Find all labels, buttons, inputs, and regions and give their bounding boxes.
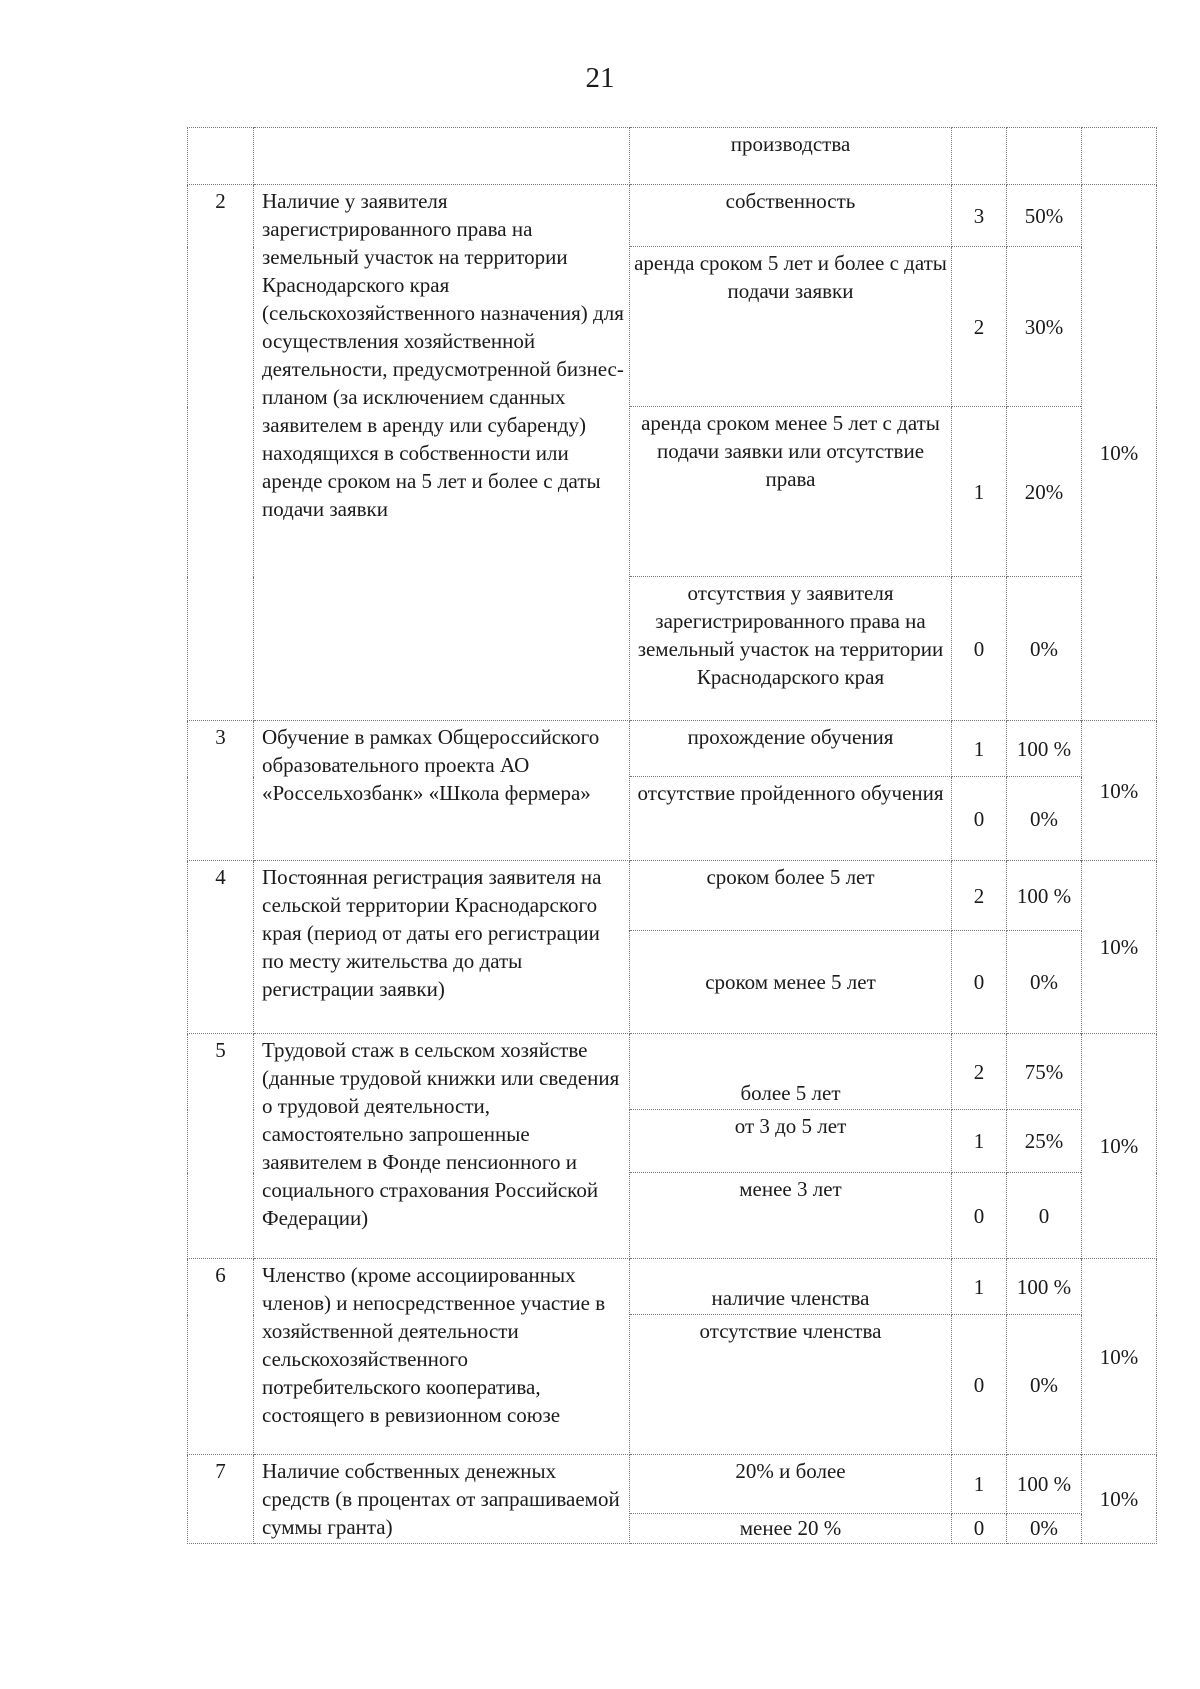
option-value: отсутствие пройденного обучения: [630, 777, 952, 861]
option-value: прохождение обучения: [630, 721, 952, 777]
table-row: [188, 1034, 1157, 1110]
row-number: 7: [188, 1455, 254, 1544]
criterion-text: Наличие собственных денежных средств (в процентах от запрашиваемой суммы гранта): [254, 1455, 630, 1544]
criterion-text: Трудовой стаж в сельском хозяйстве (данные трудовой книжки или сведения о трудовой деятельности, самостоятельно запрошенные заявителем в Фонде пенсионного и социального страхования Российской Федерации): [254, 1034, 630, 1259]
points-cell: [952, 128, 1007, 185]
option-points: 0: [952, 1513, 1007, 1543]
option-percent: 25%: [1007, 1110, 1082, 1173]
criterion-weight: 10%: [1082, 185, 1157, 721]
option-percent: 75%: [1007, 1034, 1082, 1110]
option-value: менее 3 лет: [630, 1173, 952, 1259]
weight-cell: [1082, 128, 1157, 185]
option-points: 2: [952, 247, 1007, 407]
option-value: наличие членства: [630, 1259, 952, 1315]
option-percent: 0%: [1007, 1513, 1082, 1543]
criterion-weight: 10%: [1082, 721, 1157, 861]
option-value: отсутствия у заявителя зарегистрированного права на земельный участок на территории Краснодарского края: [630, 577, 952, 721]
option-percent: 0%: [1007, 777, 1082, 861]
option-value: аренда сроком менее 5 лет с даты подачи заявки или отсутствие права: [630, 407, 952, 577]
option-value: более 5 лет: [630, 1034, 952, 1110]
option-percent: 0%: [1007, 931, 1082, 1034]
option-percent: 0: [1007, 1173, 1082, 1259]
option-value: собственность: [630, 185, 952, 247]
criterion-text: Постоянная регистрация заявителя на сельской территории Краснодарского края (период от даты его регистрации по месту жительства до даты регистрации заявки): [254, 861, 630, 1034]
table-row: [188, 185, 1157, 247]
value-cell: производства: [630, 128, 952, 185]
option-points: 0: [952, 931, 1007, 1034]
option-points: 3: [952, 185, 1007, 247]
option-percent: 50%: [1007, 185, 1082, 247]
option-points: 0: [952, 777, 1007, 861]
option-value: сроком менее 5 лет: [630, 931, 952, 1034]
table-row: [188, 1259, 1157, 1315]
option-percent: 100 %: [1007, 721, 1082, 777]
criterion-text: Членство (кроме ассоциированных членов) и непосредственное участие в хозяйственной деятельности сельскохозяйственного потребительского кооператива, состоящего в ревизионном союзе: [254, 1259, 630, 1455]
criterion-text: Обучение в рамках Общероссийского образовательного проекта АО «Россельхозбанк» «Школа фермера»: [254, 721, 630, 861]
table-row: [188, 861, 1157, 931]
row-number: 6: [188, 1259, 254, 1455]
option-percent: 0%: [1007, 1315, 1082, 1455]
option-points: 1: [952, 1110, 1007, 1173]
option-value: аренда сроком 5 лет и более с даты подачи заявки: [630, 247, 952, 407]
option-percent: 100 %: [1007, 861, 1082, 931]
option-points: 0: [952, 1315, 1007, 1455]
row-number: 3: [188, 721, 254, 861]
row-number: 5: [188, 1034, 254, 1259]
criterion-weight: 10%: [1082, 1455, 1157, 1544]
option-points: 1: [952, 1259, 1007, 1315]
option-percent: 100 %: [1007, 1259, 1082, 1315]
option-value: 20% и более: [630, 1455, 952, 1514]
option-percent: 100 %: [1007, 1455, 1082, 1514]
criterion-weight: 10%: [1082, 861, 1157, 1034]
option-points: 1: [952, 1455, 1007, 1514]
criterion-weight: 10%: [1082, 1259, 1157, 1455]
option-value: от 3 до 5 лет: [630, 1110, 952, 1173]
option-percent: 20%: [1007, 407, 1082, 577]
option-points: 1: [952, 407, 1007, 577]
criterion-weight: 10%: [1082, 1034, 1157, 1259]
num-cell: [188, 128, 254, 185]
option-points: 0: [952, 577, 1007, 721]
option-points: 1: [952, 721, 1007, 777]
option-percent: 30%: [1007, 247, 1082, 407]
option-points: 2: [952, 861, 1007, 931]
percent-cell: [1007, 128, 1082, 185]
option-points: 0: [952, 1173, 1007, 1259]
row-number: 4: [188, 861, 254, 1034]
option-points: 2: [952, 1034, 1007, 1110]
criteria-table: [187, 127, 1157, 1544]
option-value: отсутствие членства: [630, 1315, 952, 1455]
row-number: 2: [188, 185, 254, 721]
option-value: менее 20 %: [630, 1513, 952, 1543]
criterion-text: Наличие у заявителя зарегистрированного права на земельный участок на территории Краснодарского края (сельскохозяйственного назначения) для осуществления хозяйственной деятельности, предусмотренной бизнес-планом (за исключением сданных заявителем в аренду или субаренду) находящихся в собственности или аренде сроком на 5 лет и более с даты подачи заявки: [254, 185, 630, 721]
table-row: [188, 128, 1157, 185]
table-row: [188, 721, 1157, 777]
option-percent: 0%: [1007, 577, 1082, 721]
page-number: 21: [585, 62, 615, 94]
table-row: [188, 1455, 1157, 1514]
option-value: сроком более 5 лет: [630, 861, 952, 931]
criterion-cell: [254, 128, 630, 185]
